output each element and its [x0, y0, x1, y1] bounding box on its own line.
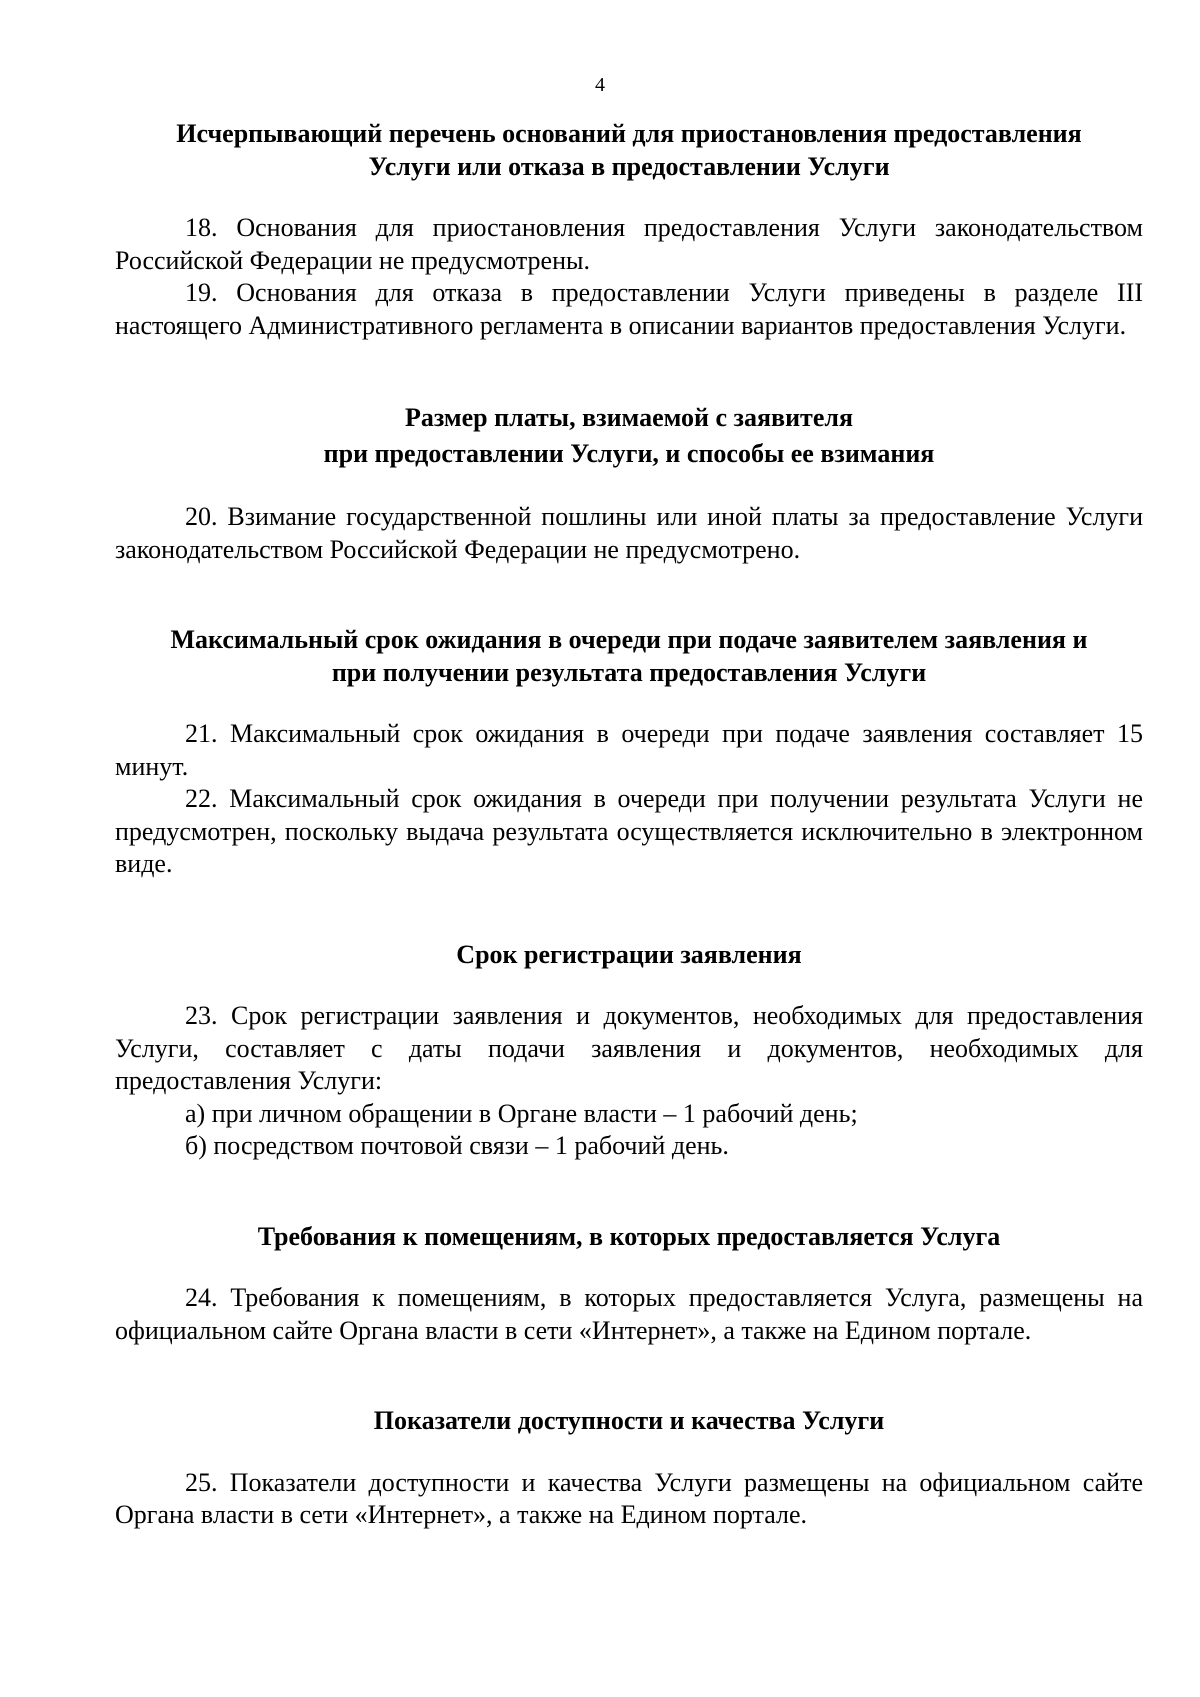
paragraph: 24. Требования к помещениям, в которых предоставляется Услуга, размещены на официальном сайте Органа власти в сети «Интернет», а также на Едином портале. — [115, 1283, 1143, 1345]
section-suspension-grounds — [115, 118, 1143, 342]
section-heading-line: Требования к помещениям, в которых предоставляется Услуга — [257, 1221, 1001, 1251]
section-heading-line: Размер платы, взимаемой с заявителя — [404, 403, 854, 432]
section-heading-line: Услуги или отказа в предоставлении Услуги — [368, 151, 890, 181]
section-fee — [115, 400, 1143, 566]
section-heading-line: Исчерпывающий перечень оснований для приостановления предоставления — [176, 119, 1082, 148]
paragraph: 21. Максимальный срок ожидания в очереди при подаче заявления составляет 15 минут. — [115, 719, 1143, 781]
paragraph: 22. Максимальный срок ожидания в очереди при получении результата Услуги не предусмотрен, поскольку выдача результата осуществляется исключительно в электронном виде. — [115, 784, 1143, 878]
list-item: б) посредством почтовой связи – 1 рабочий день. — [185, 1131, 729, 1160]
section-premises-requirements — [115, 1221, 1143, 1348]
section-quality-indicators — [115, 1405, 1143, 1532]
paragraph: 18. Основания для приостановления предоставления Услуги законодательством Российской Федерации не предусмотрены. — [115, 213, 1143, 275]
paragraph: 23. Срок регистрации заявления и документов, необходимых для предоставления Услуги, составляет с даты подачи заявления и документов, необходимых для предоставления Услуги: — [115, 1001, 1143, 1095]
section-heading — [115, 118, 1143, 183]
page-number: 4 — [595, 74, 605, 96]
document-body — [115, 118, 1143, 1532]
section-heading — [115, 624, 1143, 689]
section-heading — [115, 1405, 1143, 1438]
section-heading — [115, 939, 1143, 972]
section-heading-line: Срок регистрации заявления — [456, 939, 802, 969]
paragraph: 20. Взимание государственной пошлины или иной платы за предоставление Услуги законодательством Российской Федерации не предусмотрено. — [115, 502, 1143, 564]
section-heading — [115, 400, 1143, 472]
section-registration-term — [115, 939, 1143, 1163]
section-queue-time — [115, 624, 1143, 881]
paragraph: 19. Основания для отказа в предоставлении Услуги приведены в разделе III настоящего Административного регламента в описании вариантов предоставления Услуги. — [115, 278, 1143, 340]
paragraph: 25. Показатели доступности и качества Услуги размещены на официальном сайте Органа власти в сети «Интернет», а также на Едином портале. — [115, 1467, 1143, 1529]
section-heading-line: Максимальный срок ожидания в очереди при подаче заявителем заявления и — [170, 625, 1088, 654]
section-heading-line: при получении результата предоставления Услуги — [331, 657, 927, 687]
section-heading-line: Показатели доступности и качества Услуги — [373, 1406, 885, 1435]
section-heading-line: при предоставлении Услуги, и способы ее взимания — [323, 439, 935, 468]
section-heading — [115, 1221, 1143, 1254]
list-item: а) при личном обращении в Органе власти – 1 рабочий день; — [185, 1098, 858, 1128]
